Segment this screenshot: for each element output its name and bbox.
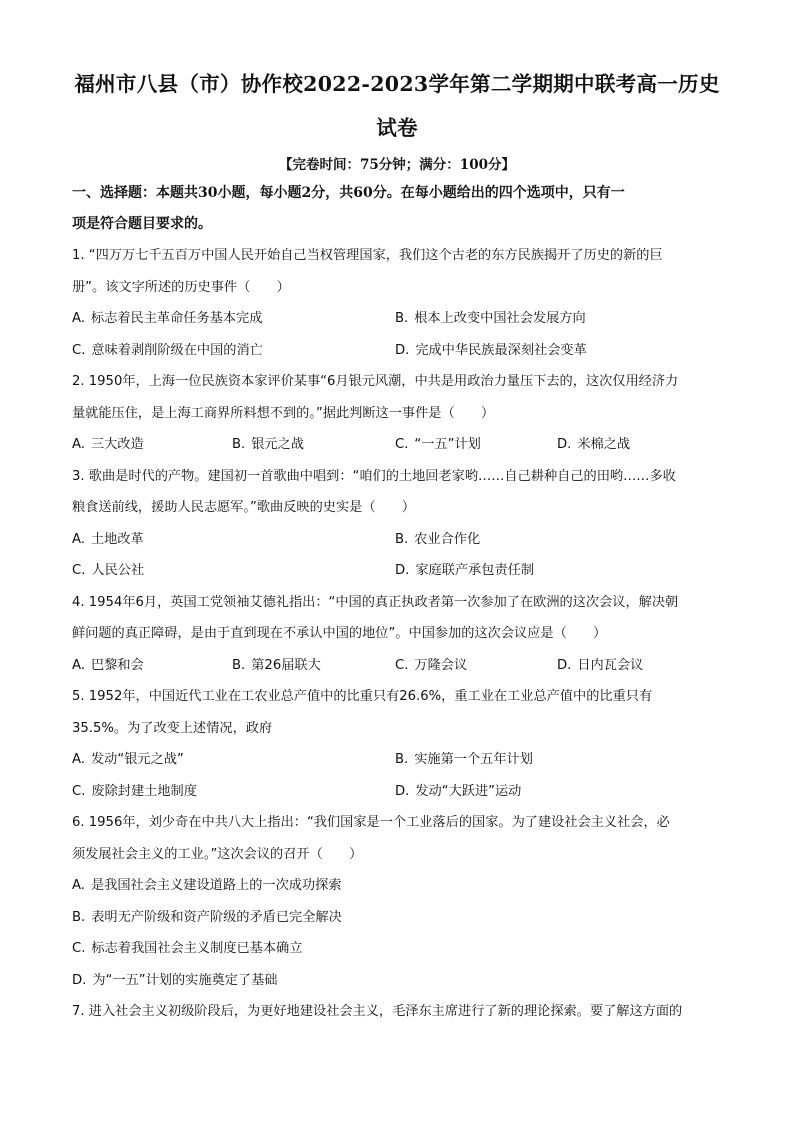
question-stem-line: 3. 歌曲是时代的产物。建国初一首歌曲中唱到：“咱们的土地回老家哟……自己耕种自己的田哟……多收 (72, 468, 676, 484)
question-stem-line: 6. 1956年，刘少奇在中共八大上指出：“我们国家是一个工业落后的国家。为了建设社会主义社会，必 (72, 815, 670, 830)
question-stem-line: 2. 1950年，上海一位民族资本家评价某事“6月银元风潮，中共是用政治力量压下去的，这次仅用经济力 (72, 374, 679, 389)
exam-time-score: 【完卷时间：75分钟；满分：100分】 (279, 157, 515, 173)
option-a[interactable]: A. 三大改造 (72, 437, 144, 452)
option-b[interactable]: B. 表明无产阶级和资产阶级的矛盾已完全解决 (72, 909, 342, 925)
option-b[interactable]: B. 第26届联大 (232, 657, 321, 673)
question-stem-line: 35.5%。为了改变上述情况，政府 (72, 720, 273, 736)
question-options (72, 870, 722, 996)
question-5 (72, 681, 722, 807)
question-options (72, 744, 722, 807)
option-b[interactable]: B. 实施第一个五年计划 (395, 752, 533, 767)
option-b[interactable]: B. 根本上改变中国社会发展方向 (395, 311, 586, 326)
section-heading (72, 178, 722, 240)
option-a[interactable]: A. 发动“银元之战” (72, 752, 184, 767)
section-heading-line2: 项是符合题目要求的。 (72, 216, 212, 232)
question-stem-line: 7. 进入社会主义初级阶段后，为更好地建设社会主义，毛泽东主席进行了新的理论探索。要了解这方面的 (72, 1004, 683, 1019)
option-d[interactable]: D. 完成中华民族最深刻社会变革 (395, 342, 587, 358)
option-b[interactable]: B. 农业合作化 (395, 531, 481, 547)
question-7 (72, 996, 722, 1028)
option-a[interactable]: A. 标志着民主革命任务基本完成 (72, 311, 263, 326)
question-1 (72, 240, 722, 366)
option-d[interactable]: D. 日内瓦会议 (557, 657, 644, 673)
option-b[interactable]: B. 银元之战 (232, 437, 304, 452)
question-stem-line: 量就能压住，是上海工商界所料想不到的。”据此判断这一事件是（ ） (72, 405, 495, 421)
exam-title-line1: 福州市八县（市）协作校2022-2023学年第二学期期中联考高一历史 (74, 72, 720, 96)
option-c[interactable]: C. “一五”计划 (395, 437, 481, 452)
question-4 (72, 587, 722, 682)
section-heading-line1: 一、选择题：本题共30小题，每小题2分，共60分。在每小题给出的四个选项中，只有一 (72, 185, 625, 201)
question-stem-line: 须发展社会主义的工业。”这次会议的召开（ ） (72, 846, 363, 862)
question-2 (72, 366, 722, 461)
option-a[interactable]: A. 是我国社会主义建设道路上的一次成功探索 (72, 878, 342, 893)
option-a[interactable]: A. 巴黎和会 (72, 657, 144, 673)
exam-page (72, 64, 722, 1028)
option-c[interactable]: C. 废除封建土地制度 (72, 783, 197, 799)
option-a[interactable]: A. 土地改革 (72, 531, 144, 547)
question-options (72, 303, 722, 366)
question-options (72, 429, 722, 461)
option-c[interactable]: C. 人民公社 (72, 563, 145, 578)
exam-title (72, 64, 722, 148)
question-stem-line: 4. 1954年6月，英国工党领袖艾德礼指出：“中国的真正执政者第一次参加了在欧洲的这次会议，解决朝 (72, 594, 679, 610)
question-stem-line: 鲜问题的真正障碍，是由于直到现在不承认中国的地位”。中国参加的这次会议应是（ ） (72, 626, 607, 641)
question-options (72, 650, 722, 682)
question-3 (72, 461, 722, 587)
option-c[interactable]: C. 万隆会议 (395, 657, 468, 673)
option-c[interactable]: C. 意味着剥削阶级在中国的消亡 (72, 342, 263, 358)
question-stem-line: 1. “四万万七千五百万中国人民开始自己当权管理国家，我们这个古老的东方民族揭开了历史的新的巨 (72, 248, 663, 263)
question-stem-line: 粮食送前线，援助人民志愿军。”歌曲反映的史实是（ ） (72, 500, 416, 515)
option-d[interactable]: D. 为“一五”计划的实施奠定了基础 (72, 972, 278, 988)
question-stem-line: 册”。该文字所述的历史事件（ ） (72, 279, 290, 295)
question-stem-line: 5. 1952年，中国近代工业在工农业总产值中的比重只有26.6%，重工业在工业总产值中的比重只有 (72, 689, 653, 704)
question-options (72, 524, 722, 587)
option-d[interactable]: D. 米棉之战 (557, 437, 631, 452)
option-c[interactable]: C. 标志着我国社会主义制度已基本确立 (72, 941, 303, 956)
option-d[interactable]: D. 家庭联产承包责任制 (395, 563, 535, 578)
option-d[interactable]: D. 发动“大跃进”运动 (395, 783, 522, 799)
exam-title-line2: 试卷 (376, 116, 418, 140)
question-6 (72, 807, 722, 996)
